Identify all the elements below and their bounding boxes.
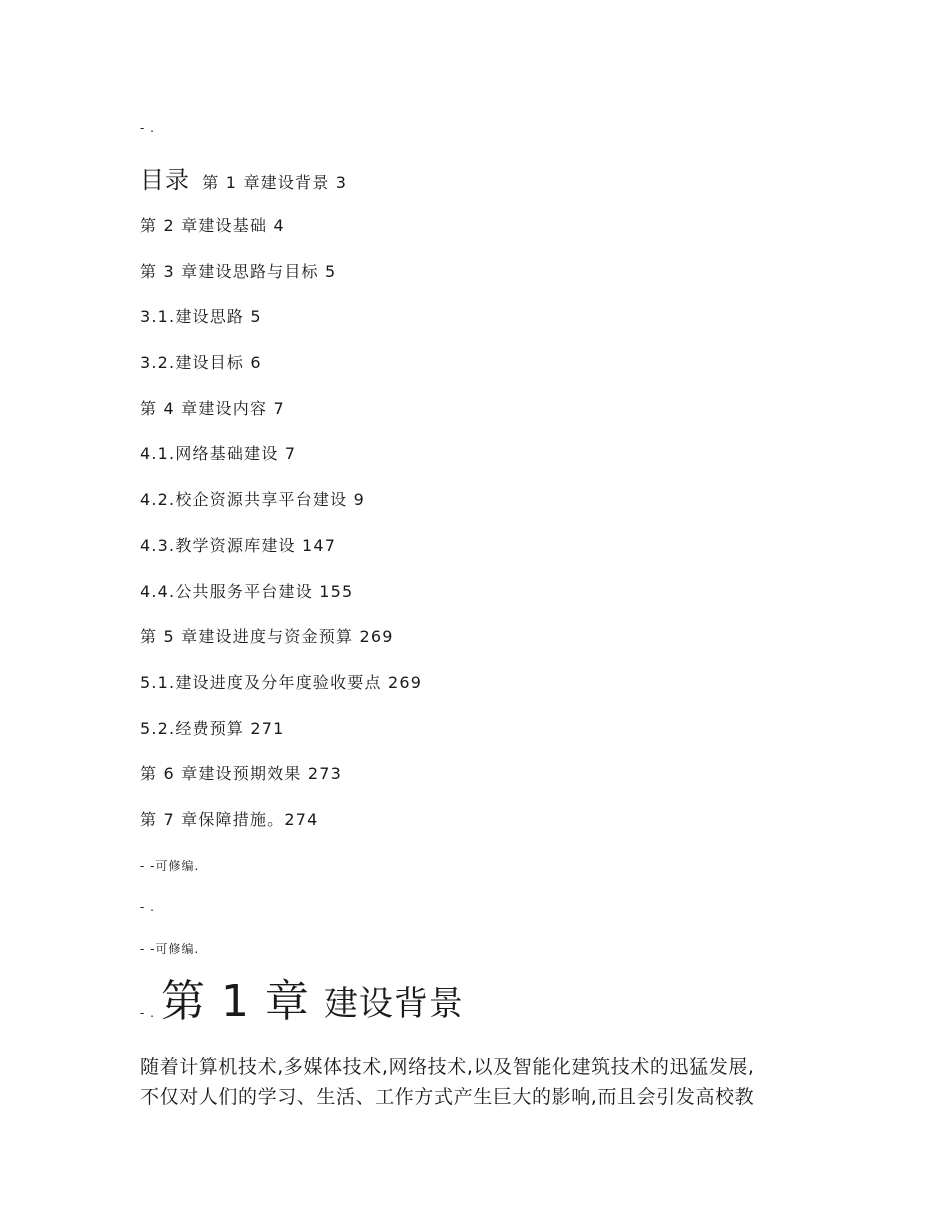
toc-entry[interactable]: 第 3 章建设思路与目标 5 bbox=[140, 262, 337, 281]
toc-entry[interactable]: 第 7 章保障措施。274 bbox=[140, 810, 319, 829]
toc-entry[interactable]: 第 5 章建设进度与资金预算 269 bbox=[140, 627, 394, 646]
toc-entry[interactable]: 4.2.校企资源共享平台建设 9 bbox=[140, 490, 365, 509]
chapter-number: 第 1 章 bbox=[160, 976, 310, 1027]
toc-entry[interactable]: 4.3.教学资源库建设 147 bbox=[140, 536, 337, 555]
toc-entry[interactable]: 第 6 章建设预期效果 273 bbox=[140, 764, 342, 783]
chapter-heading bbox=[140, 978, 464, 1026]
header-mark: - . bbox=[140, 900, 155, 914]
toc-entry[interactable]: 3.1.建设思路 5 bbox=[140, 307, 262, 326]
body-line: 不仅对人们的学习、生活、工作方式产生巨大的影响,而且会引发高校教 bbox=[140, 1086, 755, 1108]
header-mark: - . bbox=[140, 121, 155, 135]
body-paragraph bbox=[140, 1052, 820, 1112]
toc-entry[interactable]: 3.2.建设目标 6 bbox=[140, 353, 262, 372]
toc-entry[interactable]: 第 2 章建设基础 4 bbox=[140, 216, 285, 235]
footer-mark: - -可修编. bbox=[140, 942, 200, 956]
body-line: 随着计算机技术,多媒体技术,网络技术,以及智能化建筑技术的迅猛发展, bbox=[140, 1056, 755, 1078]
toc-heading: 目录 bbox=[140, 166, 190, 194]
chapter-title: 建设背景 bbox=[323, 984, 464, 1024]
chapter-mark: - . bbox=[140, 1006, 155, 1020]
toc-entry[interactable]: 第 4 章建设内容 7 bbox=[140, 399, 285, 418]
footer-mark: - -可修编. bbox=[140, 859, 200, 873]
toc-entry[interactable]: 第 1 章建设背景 3 bbox=[202, 173, 348, 192]
toc-entry[interactable]: 4.1.网络基础建设 7 bbox=[140, 444, 297, 463]
toc-entry[interactable]: 5.2.经费预算 271 bbox=[140, 719, 285, 738]
toc-entry[interactable]: 4.4.公共服务平台建设 155 bbox=[140, 582, 354, 601]
toc-entry[interactable]: 5.1.建设进度及分年度验收要点 269 bbox=[140, 673, 423, 692]
toc-first-line bbox=[140, 166, 347, 197]
